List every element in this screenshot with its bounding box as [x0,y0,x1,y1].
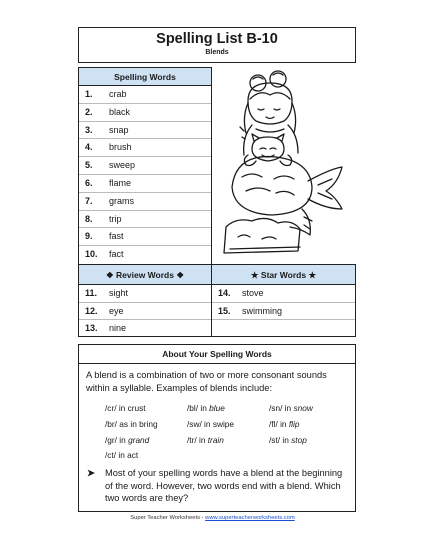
example-text: /tr/ in [187,435,208,445]
review-words-heading: ❖ Review Words ❖ [79,265,211,285]
item-word: trip [109,213,122,224]
list-item [79,86,211,104]
arrow-icon: ➤ [87,468,95,478]
item-word: sight [109,288,129,298]
list-item [79,320,211,338]
item-number: 4. [85,142,93,153]
list-item [79,246,211,264]
about-intro: A blend is a combination of two or more consonant sounds within a syllable. Examples of blends include: [86,370,327,393]
list-item [79,139,211,157]
example-word: stop [291,435,307,445]
footer-link[interactable]: www.superteacherworksheets.com [205,515,295,521]
example-word: train [207,435,224,445]
item-number: 13. [85,323,98,333]
item-word: swimming [242,305,283,316]
item-word: eye [109,305,124,316]
example-text: /bl/ in [187,403,210,413]
example-blend [105,403,146,413]
list-item [79,175,211,193]
footer-text: Super Teacher Worksheets - [130,515,206,521]
item-word: black [109,106,131,117]
example-text: /ct/ in act [105,450,139,460]
star-words-heading: ★ Star Words ★ [212,265,355,285]
spelling-words-table [78,67,212,265]
example-blend [269,435,307,445]
item-number: 7. [85,195,93,206]
item-number: 11. [85,288,98,298]
title-box [78,27,356,63]
item-word: fast [109,231,124,242]
page-subtitle: Blends [205,49,229,56]
example-blend [105,419,158,429]
item-number: 8. [85,213,93,224]
list-item [79,211,211,229]
example-text: /sw/ in swipe [187,419,235,429]
item-number: 6. [85,178,93,188]
example-blend [187,435,224,445]
girl-with-cat-illustration [212,67,356,265]
example-word: snow [293,403,313,413]
list-item [79,157,211,175]
item-word: grams [109,195,135,206]
footer [0,515,425,521]
item-number: 14. [218,288,231,298]
list-item [79,285,211,303]
item-word: sweep [109,160,136,171]
spelling-words-heading: Spelling Words [79,68,211,86]
example-blend [269,419,299,429]
example-text: /sn/ in [269,403,294,413]
item-word: flame [109,178,132,188]
list-item-empty [212,320,355,338]
item-word: stove [242,288,264,298]
example-blend [269,403,313,413]
review-words-table [78,264,212,337]
note-text: Most of your spelling words have a blend at the beginning of the word. However, two words end with a blend. Which two words are they? [105,468,343,503]
example-word: grand [128,435,150,445]
item-number: 5. [85,160,93,171]
item-number: 12. [85,305,98,316]
item-number: 3. [85,124,93,135]
item-word: fact [109,249,124,260]
item-word: crab [109,89,127,99]
list-item [79,193,211,211]
example-word: flip [288,419,300,429]
example-blend [105,450,138,460]
item-word: nine [109,323,127,333]
item-word: snap [109,124,129,135]
item-number: 1. [85,89,93,99]
example-blend [187,403,225,413]
list-item [79,303,211,321]
item-number: 9. [85,231,93,242]
example-text: /fl/ in [269,419,289,429]
about-section [78,344,356,512]
example-word: blue [209,403,225,413]
page-title: Spelling List B-10 [156,31,278,47]
item-number: 2. [85,106,93,117]
star-words-table [211,264,356,337]
list-item [79,228,211,246]
item-number: 15. [218,305,231,316]
list-item [79,122,211,140]
example-text: /st/ in [269,435,292,445]
item-number: 10. [85,249,98,260]
question-note [87,467,349,505]
list-item [212,303,355,321]
example-blend [187,419,234,429]
example-text: /br/ as in bring [105,419,158,429]
example-text: /cr/ in crust [105,403,146,413]
list-item [79,104,211,122]
list-item [212,285,355,303]
example-text: /gr/ in [105,435,129,445]
about-title: About Your Spelling Words [79,345,355,364]
item-word: brush [109,142,132,153]
example-blend [105,435,149,445]
